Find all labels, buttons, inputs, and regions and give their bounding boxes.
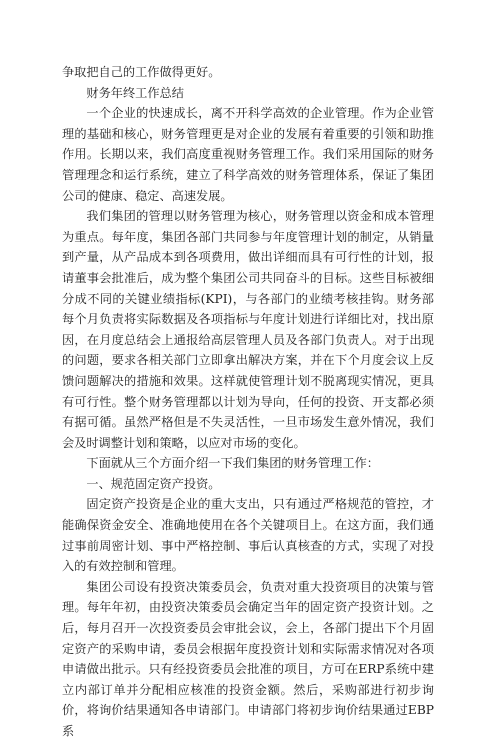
paragraph-management-core: 我们集团的管理以财务管理为核心，财务管理以资金和成本管理为重点。每年度，集团各部门共同参与年度管理计划的制定，从销量到产量，从产品成本到各项费用，做出详细而具有可行性的计划，报请董事会批准后，成为整个集团公司共同奋斗的目标。这些目标被细分成不同的关键业绩指标(KPI)，与各部门的业绩考核挂钩。财务部每个月负责将实际数据及各项指标与年度计划进行详细比对，找出原因，在月度总结会上通报给高层管理人员及各部门负责人。对于出现的问题，要求各相关部门立即拿出解决方案，并在下个月度会议上反馈问题解决的措施和效果。这样就使管理计划不脱离现实情况，更具有可行性。整个财务管理都以计划为导向，任何的投资、开支都必须有据可循。虽然严格但是不失灵活性，一旦市场发生意外情况，我们会及时调整计划和策略，以应对市场的变化。 — [62, 209, 434, 450]
document-body — [62, 62, 434, 742]
paragraph-overview: 下面就从三个方面介绍一下我们集团的财务管理工作： — [86, 456, 379, 471]
paragraph-intro: 一个企业的快速成长，离不开科学高效的企业管理。作为企业管理的基础和核心，财务管理更是对企业的发展有着重要的引领和助推作用。长期以来，我们高度重视财务管理工作。我们采用国际的财务管理理念和运行系统，建立了科学高效的财务管理体系，保证了集团公司的健康、稳定、高速发展。 — [62, 106, 434, 203]
paragraph-continuation: 争取把自己的工作做得更好。 — [62, 65, 221, 79]
section-title: 财务年终工作总结 — [86, 85, 184, 100]
subheading-fixed-asset: 一、规范固定资产投资。 — [86, 476, 221, 491]
paragraph-fixed-asset: 固定资产投资是企业的重大支出，只有通过严格规范的管控，才能确保资金安全、准确地使用在各个关键项目上。在这方面，我们通过事前周密计划、事中严格控制、事后认真核查的方式，实现了对投入的有效控制和管理。 — [62, 497, 434, 574]
paragraph-investment-committee: 集团公司设有投资决策委员会，负责对重大投资项目的决策与管理。每年年初，由投资决策委员会确定当年的固定资产投资计划。之后，每月召开一次投资委员会审批会议，会上，各部门提出下个月固定资产的采购申请，委员会根据年度投资计划和实际需求情况对各项申请做出批示。只有经投资委员会批准的项目，方可在ERP系统中建立内部订单并分配相应核准的投资金额。然后，采购部进行初步询价，将询价结果通知各申请部门。申请部门将初步询价结果通过EBP系 — [62, 579, 434, 738]
